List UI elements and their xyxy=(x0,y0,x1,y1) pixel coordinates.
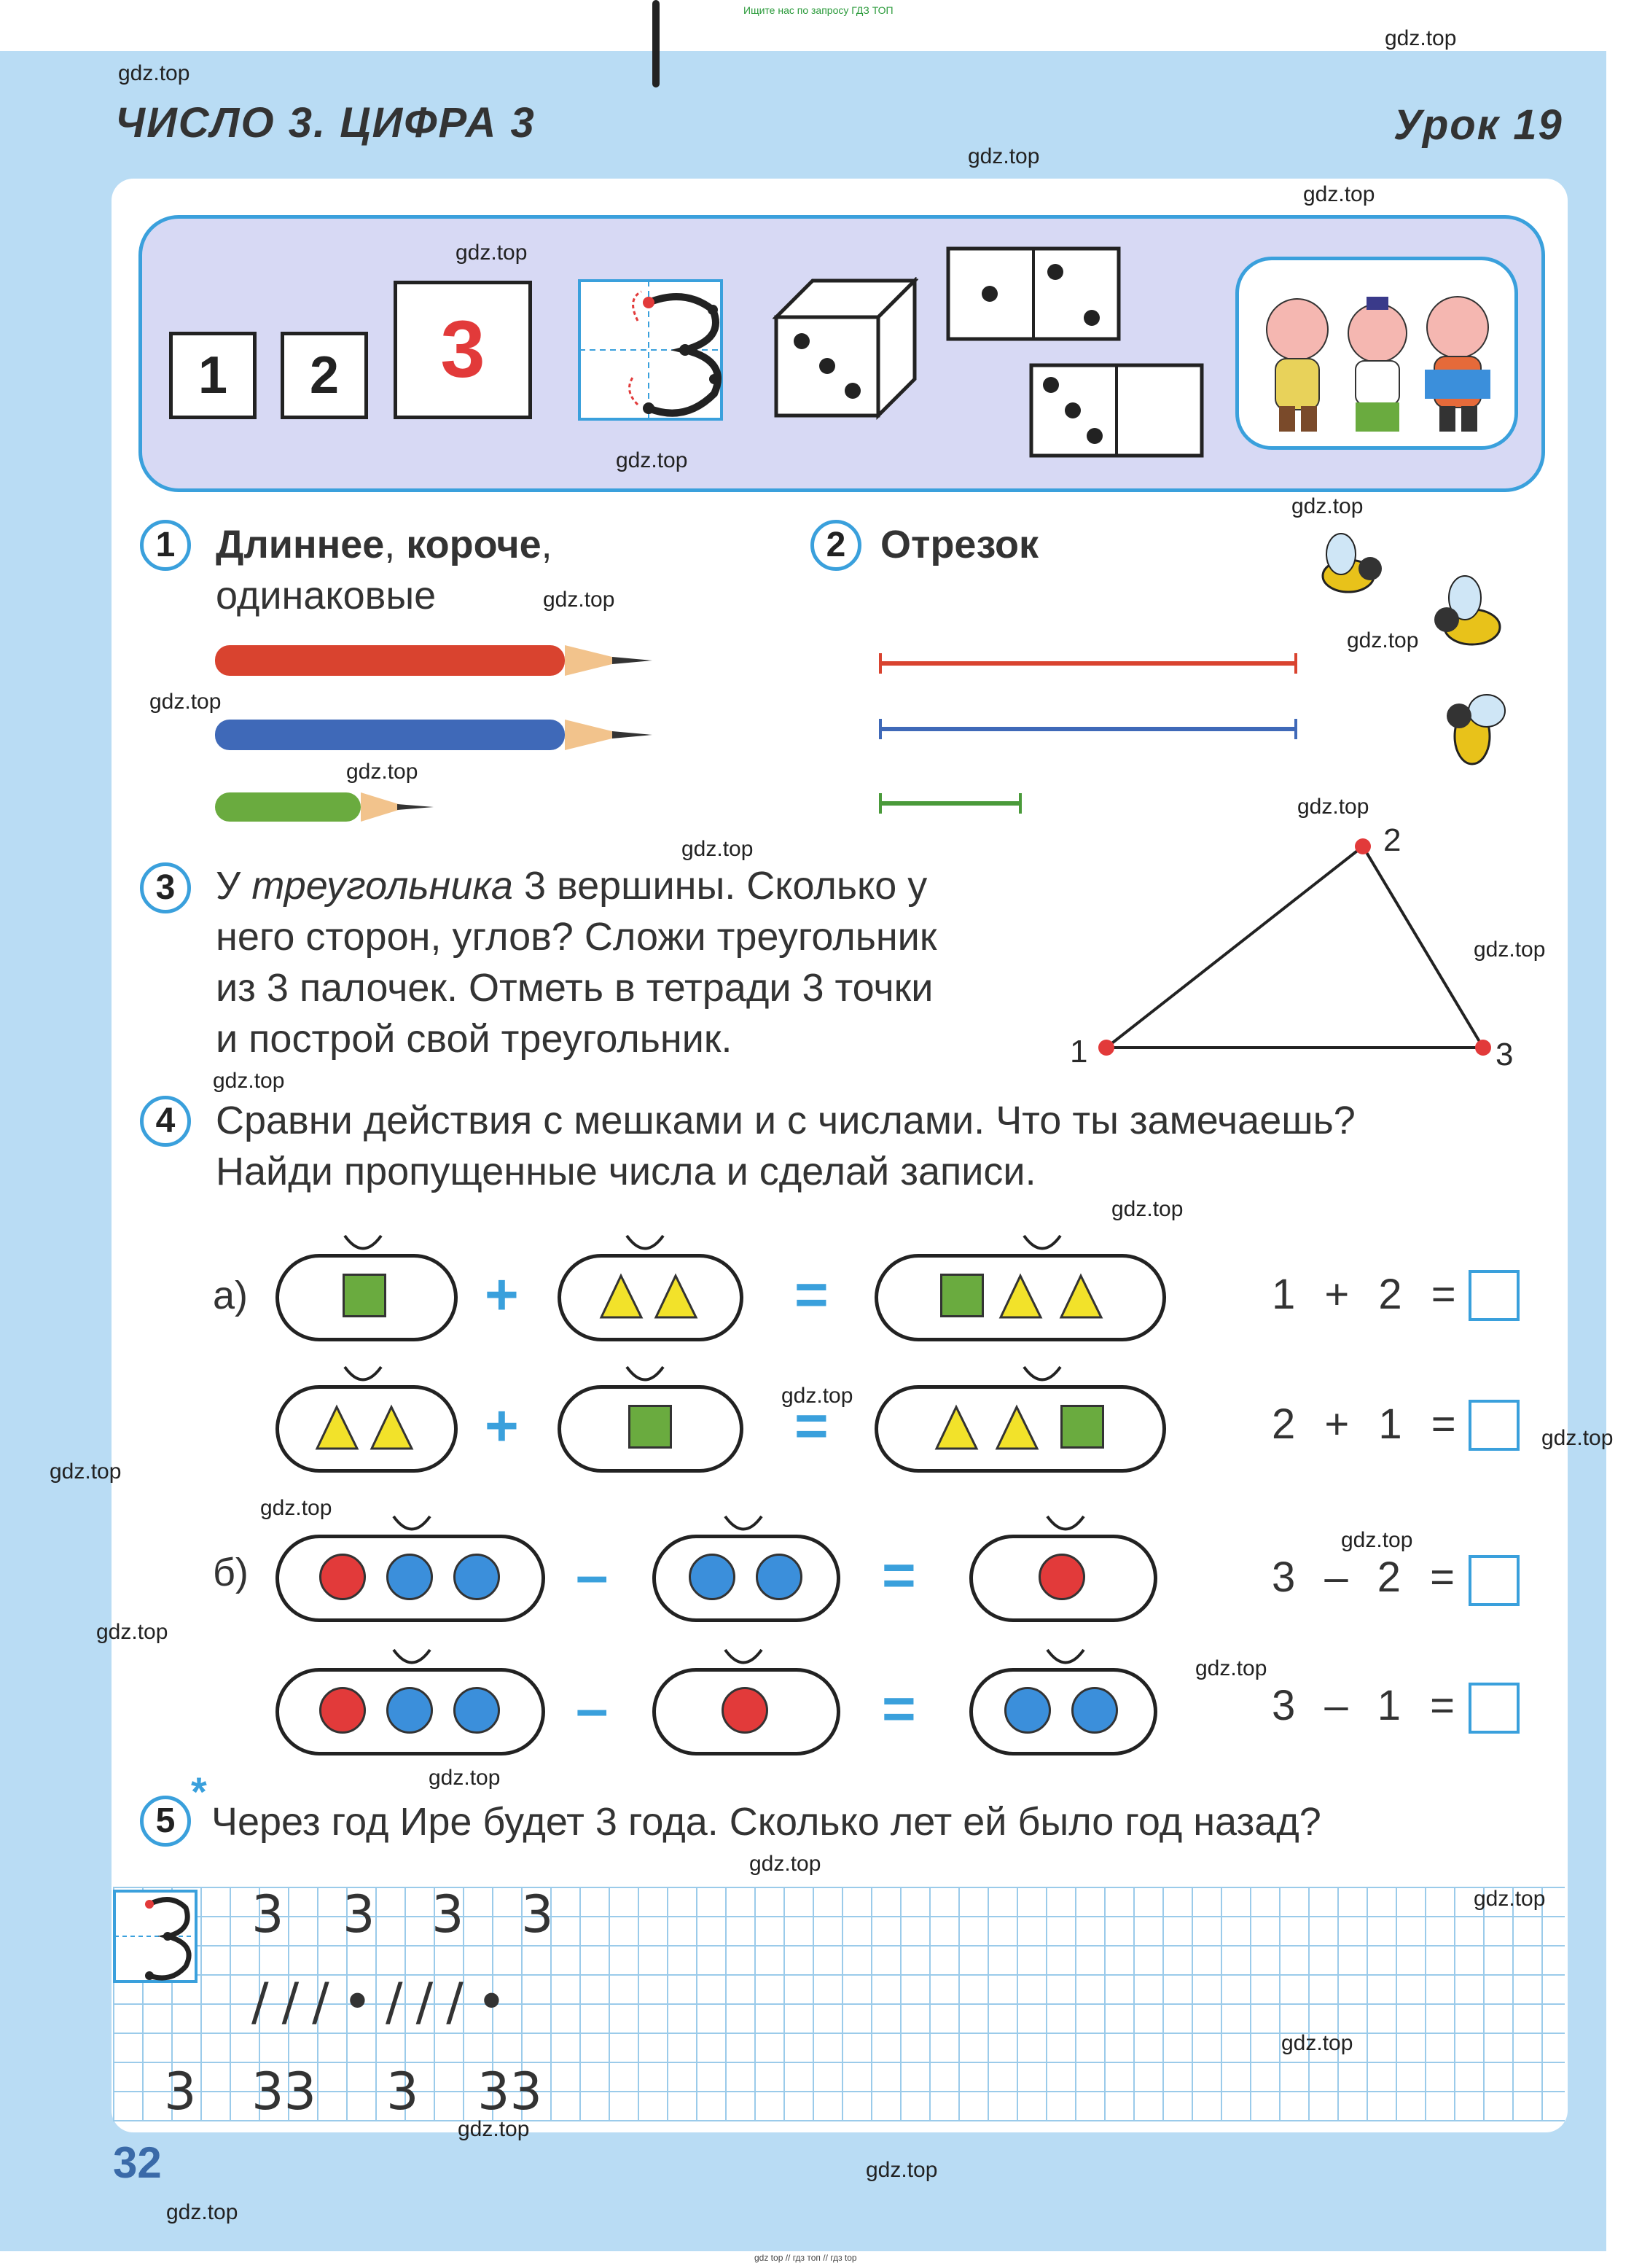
pigs-picture xyxy=(1239,260,1514,446)
blue-circle xyxy=(1004,1687,1051,1734)
domino-bottom xyxy=(1029,363,1204,458)
watermark: gdz.top xyxy=(616,448,688,472)
yellow-triangles xyxy=(313,1403,423,1451)
bee-3 xyxy=(1447,695,1505,764)
bag-b1-middle-shape xyxy=(652,1535,840,1622)
task1-title xyxy=(216,519,552,570)
watermark: gdz.top xyxy=(1291,494,1364,518)
task3-text xyxy=(216,860,1076,1064)
green-square xyxy=(940,1274,984,1317)
card-two: 2 xyxy=(281,332,368,419)
watermark: gdz.top xyxy=(1541,1426,1614,1450)
copy-digit: 33 xyxy=(477,2062,543,2121)
equals-sign: = xyxy=(882,1543,916,1608)
pencil-red xyxy=(215,645,652,676)
task3-line3: из 3 палочек. Отметь в тетради 3 точки xyxy=(216,966,934,1010)
vertex-label-1: 1 xyxy=(1070,1034,1088,1069)
equation-2: 2 + 1 = xyxy=(1272,1400,1465,1448)
watermark: gdz.top xyxy=(50,1460,122,1484)
watermark: gdz.top xyxy=(1303,182,1375,206)
task2-number: 2 xyxy=(810,520,861,571)
task3-line1-b: 3 вершины. Сколько у xyxy=(512,864,928,908)
bee-2 xyxy=(1434,576,1500,644)
blue-circle xyxy=(453,1687,500,1734)
task5-star: * xyxy=(191,1769,207,1815)
answer-box-1[interactable] xyxy=(1469,1270,1520,1321)
bee-1 xyxy=(1323,534,1382,592)
green-square xyxy=(343,1274,386,1317)
vertex-label-2: 2 xyxy=(1383,822,1401,858)
watermark: gdz.top xyxy=(781,1384,853,1408)
answer-box-3[interactable] xyxy=(1469,1555,1520,1606)
equals-sign: = xyxy=(794,1393,829,1458)
dice-three xyxy=(773,277,918,423)
watermark: gdz.top xyxy=(1281,2031,1353,2055)
task3-line1-a: У xyxy=(216,864,252,908)
plus-sign: + xyxy=(485,1393,519,1458)
task3-line1 xyxy=(216,860,1076,911)
green-square xyxy=(628,1405,672,1449)
watermark: gdz.top xyxy=(213,1069,285,1093)
card-one: 1 xyxy=(169,332,257,419)
part-b-label: б) xyxy=(213,1551,249,1594)
three-pigs-illustration xyxy=(1235,257,1518,450)
watermark: gdz.top xyxy=(1111,1197,1184,1221)
copy-digit: 3 xyxy=(251,1885,284,1944)
task1-title-line2: одинаковые xyxy=(216,574,437,617)
pencils-illustration xyxy=(211,638,663,835)
watermark: gdz.top xyxy=(118,61,190,85)
task5-number: 5 xyxy=(140,1796,191,1847)
bees-illustration xyxy=(1297,525,1545,773)
task1-word-longer: Длиннее xyxy=(216,523,385,566)
red-circle xyxy=(1039,1554,1085,1600)
task1-word-shorter: короче xyxy=(406,523,542,566)
blue-circle xyxy=(689,1554,735,1600)
digit-three-sample xyxy=(113,1890,200,1984)
vertex-label-3: 3 xyxy=(1496,1037,1514,1072)
red-circle xyxy=(319,1687,366,1734)
equation-4: 3 – 1 = xyxy=(1272,1682,1463,1729)
answer-box-4[interactable] xyxy=(1469,1683,1520,1734)
watermark: gdz.top xyxy=(429,1766,501,1790)
watermark: gdz.top xyxy=(96,1620,168,1644)
bag-b1-middle xyxy=(652,0,660,87)
card-three: 3 xyxy=(394,281,532,419)
task4-line2: Найди пропущенные числа и сделай записи. xyxy=(216,1150,1036,1193)
blue-circle xyxy=(756,1554,802,1600)
copy-digit: 3 xyxy=(431,1885,464,1944)
task1-sep: , xyxy=(384,523,407,566)
page-title: ЧИСЛО 3. ЦИФРА 3 xyxy=(115,99,536,147)
blue-circle xyxy=(386,1687,433,1734)
red-circle xyxy=(722,1687,768,1734)
copy-digit: 3 xyxy=(164,2062,197,2121)
yellow-triangles xyxy=(997,1272,1114,1320)
watermark: gdz.top xyxy=(260,1496,332,1520)
watermark: gdz.top xyxy=(346,760,418,784)
yellow-triangles xyxy=(598,1272,707,1320)
red-circle xyxy=(319,1554,366,1600)
lesson-label: Урок 19 xyxy=(1393,101,1563,149)
plus-sign: + xyxy=(485,1262,519,1327)
watermark: gdz.top xyxy=(1347,628,1419,652)
equation-1: 1 + 2 = xyxy=(1272,1271,1465,1318)
task1-comma: , xyxy=(541,523,552,566)
task4-number: 4 xyxy=(140,1096,191,1147)
page-number: 32 xyxy=(113,2138,162,2187)
green-square xyxy=(1060,1405,1104,1449)
task5-text: Через год Ире будет 3 года. Сколько лет ей было год назад? xyxy=(211,1800,1321,1844)
watermark: gdz.top xyxy=(1385,26,1457,50)
blue-circle xyxy=(1071,1687,1118,1734)
equals-sign: = xyxy=(882,1676,916,1741)
task3-line4: и построй свой треугольник. xyxy=(216,1017,732,1061)
part-a-label: а) xyxy=(213,1274,249,1317)
minus-sign: – xyxy=(576,1676,609,1741)
watermark: gdz.top xyxy=(543,588,615,612)
watermark: gdz.top xyxy=(681,837,754,861)
blue-circle xyxy=(386,1554,433,1600)
blue-circle xyxy=(453,1554,500,1600)
watermark: gdz.top xyxy=(456,241,528,265)
footer-note: gdz top // гдз топ // гдз top xyxy=(754,2253,857,2263)
watermark: gdz.top xyxy=(458,2117,530,2141)
task3-term-triangle: треугольника xyxy=(251,864,513,908)
task1-number: 1 xyxy=(140,520,191,571)
triangle-figure xyxy=(1093,831,1530,1079)
bag-b2-result xyxy=(969,1668,1157,1755)
watermark: gdz.top xyxy=(1474,938,1546,962)
watermark: gdz.top xyxy=(1341,1528,1413,1552)
watermark: gdz.top xyxy=(866,2158,938,2182)
pencil-green xyxy=(215,792,434,822)
watermark: gdz.top xyxy=(166,2200,238,2224)
segments-illustration xyxy=(875,642,1312,824)
equals-sign: = xyxy=(794,1262,829,1327)
watermark: gdz.top xyxy=(749,1852,821,1876)
pencil-blue xyxy=(215,720,652,750)
task3-line2: него сторон, углов? Сложи треугольник xyxy=(216,915,937,959)
watermark: gdz.top xyxy=(149,690,222,714)
copy-strokes: ///•///• xyxy=(251,1972,520,2032)
minus-sign: – xyxy=(576,1543,609,1608)
domino-top xyxy=(946,246,1121,341)
watermark: gdz.top xyxy=(1195,1656,1267,1680)
copy-digit: 3 xyxy=(343,1885,375,1944)
copy-digit: 3 xyxy=(386,2062,419,2121)
task3-number: 3 xyxy=(140,862,191,913)
task2-title: Отрезок xyxy=(880,523,1039,566)
top-banner: Ищите нас по запросу ГДЗ ТОП xyxy=(743,4,894,16)
watermark: gdz.top xyxy=(1474,1887,1546,1911)
digit-three-tracing xyxy=(576,277,729,423)
yellow-triangles xyxy=(933,1403,1057,1451)
copy-digit: 33 xyxy=(251,2062,317,2121)
answer-box-2[interactable] xyxy=(1469,1400,1520,1451)
task4-line1: Сравни действия с мешками и с числами. Что ты замечаешь? xyxy=(216,1099,1356,1142)
watermark: gdz.top xyxy=(1297,795,1369,819)
watermark: gdz.top xyxy=(968,144,1040,168)
equation-3: 3 – 2 = xyxy=(1272,1554,1463,1601)
copy-digit: 3 xyxy=(521,1885,554,1944)
